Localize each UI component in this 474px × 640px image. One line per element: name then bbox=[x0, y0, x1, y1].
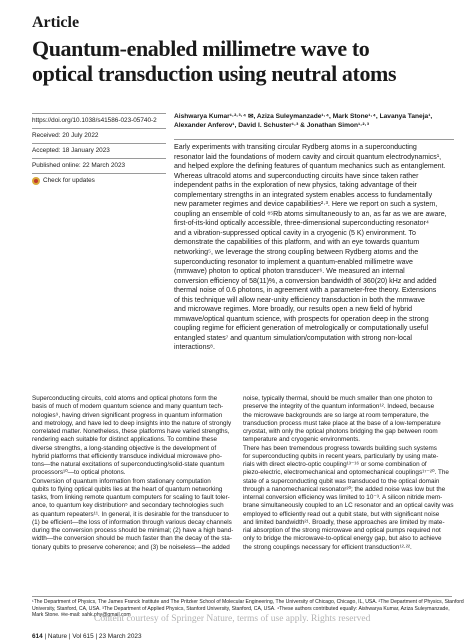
body-text-line: and limited bandwidth²¹. Broadly, these approaches are limited by mate- bbox=[243, 518, 445, 526]
abstract-line: entangled states⁷ and quantum simulation/computation with strong non-local bbox=[174, 334, 412, 342]
footer-separator: | bbox=[68, 633, 71, 640]
body-text-line: temperature and cryogenic environments. bbox=[243, 436, 361, 444]
body-text-line: basis of much of modern quantum science and many quantum tech- bbox=[32, 403, 224, 411]
body-text-line: processors¹⁰—to optical photons. bbox=[32, 469, 126, 477]
body-text-line: Conversion of quantum information from stationary computation bbox=[32, 477, 211, 485]
body-text-line: internal conversion efficiency was limited to 10⁻³. A silicon nitride mem- bbox=[243, 494, 443, 501]
abstract-line: Early experiments with transiting circular Rydberg atoms in a superconducting bbox=[174, 144, 417, 151]
journal-name: Nature bbox=[47, 633, 68, 640]
body-text-line: tons—the natural excitations of superconducting/solid-state quantum bbox=[32, 461, 225, 468]
body-text-line: noise, typically thermal, should be much smaller than one photon to bbox=[243, 395, 433, 402]
author-list bbox=[174, 113, 454, 130]
abstract-line: and a vibration-suppressed optical cavity in a cryogenic (5 K) environment. To bbox=[174, 229, 416, 237]
page-number: 614 bbox=[32, 633, 43, 640]
abstract bbox=[174, 143, 452, 353]
abstract-line: interactions⁸. bbox=[174, 344, 215, 352]
body-text-line: tionary qubits to preserve coherence; and (3) be noiseless—the added bbox=[32, 543, 230, 551]
check-for-updates-link[interactable] bbox=[32, 174, 166, 191]
body-text-line: piezo-electric, electromechanical and optomechanical couplings¹⁷⁻²⁰. The bbox=[243, 469, 449, 477]
author-line: Alexander Anferov¹, David I. Schuster¹·³ & Jonathan Simon¹·²·³ bbox=[174, 121, 370, 129]
body-text-line: rials with direct electro-optic coupling¹³⁻¹⁶ or some combination of bbox=[243, 461, 427, 468]
abstract-line: resonator laid the foundations of modern cavity and circuit quantum electrodynamics¹, bbox=[174, 153, 442, 161]
body-text-line: ance, to quantum key distribution⁵ and secondary technologies such bbox=[32, 502, 224, 510]
abstract-line: and microwave regimes. More broadly, our results open a new field of hybrid bbox=[174, 306, 413, 314]
body-text-line: There has been tremendous progress towards building such systems bbox=[243, 444, 437, 452]
footer-separator: | bbox=[44, 633, 47, 640]
body-text-line: preserve the integrity of the quantum information¹². Indeed, because bbox=[243, 403, 435, 411]
body-text-line: width—the conversion should be much faster than the decay of the sta- bbox=[32, 535, 232, 543]
abstract-line: and helped explore the defining features of quantum mechanics such as entanglement. bbox=[174, 163, 446, 171]
abstract-line: coupling an ensemble of cold ⁸⁵Rb atoms simultaneously to an, as far as we are aware, bbox=[174, 210, 447, 218]
abstract-line: mmwave/optical quantum science, with prospects for operation deep in the strong bbox=[174, 315, 429, 323]
body-text-line: Superconducting circuits, cold atoms and optical photons form the bbox=[32, 395, 218, 402]
affiliations-divider bbox=[32, 596, 452, 597]
body-text-line: state of a superconducting qubit was transduced to the optical domain bbox=[243, 477, 440, 485]
body-text-line: (1) be efficient—the loss of information through various decay channels bbox=[32, 518, 232, 526]
accepted-date: Accepted: 18 January 2023 bbox=[32, 144, 166, 159]
body-text-line: brane simultaneously coupled to an LC resonator and an optical cavity was bbox=[243, 502, 454, 510]
abstract-line: thermal noise of 0.6 photons, in agreement with a parameter-free theory. Extensions bbox=[174, 287, 437, 295]
body-text-line: transduction process must take place at the base of a low-temperature bbox=[243, 419, 441, 427]
check-for-updates-label: Check for updates bbox=[43, 177, 95, 184]
check-for-updates-icon bbox=[32, 177, 40, 185]
body-text-line: as quantum repeaters¹¹. In general, it is desirable for the transducer to bbox=[32, 510, 229, 518]
body-text-line: the strong couplings necessary for efficient transduction¹²·²². bbox=[243, 543, 412, 551]
abstract-line: complementary strengths in an integrated system enables access to fundamentally bbox=[174, 191, 433, 199]
body-text-line: nologies⁹, having driven significant progress in quantum information bbox=[32, 411, 223, 419]
affiliation-line: University, Stanford, CA, USA. ³The Department of Applied Physics, Stanford University, Stanford, CA, USA. ⁴These authors contributed equally: Aishwarya Kumar, Aziza Suleymanzade, bbox=[32, 605, 450, 612]
body-text-line: cryostat, with only the optical photons bridging the gap between room bbox=[243, 428, 438, 435]
abstract-line: superconducting resonator to implement a quantum-enabled millimetre wave bbox=[174, 258, 413, 266]
title-line: Quantum-enabled millimetre wave to bbox=[32, 36, 370, 61]
body-text-line: the microwave backgrounds are so large at room temperature, the bbox=[243, 411, 429, 419]
abstract-line: coupling regime for efficient generation of metrologically or computationally useful bbox=[174, 325, 429, 333]
abstract-line: Whereas ultracold atoms and superconducting circuits have since taken rather bbox=[174, 172, 419, 180]
body-column-left bbox=[32, 395, 243, 552]
article-title bbox=[32, 36, 452, 86]
journal-volume: Vol 615 bbox=[72, 633, 94, 640]
body-column-right bbox=[243, 395, 454, 552]
body-text-line: for superconducting qubits in recent years, particularly by using mate- bbox=[243, 452, 439, 460]
abstract-line: of this technique will allow near-unity efficiency transduction in both the mmwave bbox=[174, 296, 425, 304]
abstract-line: (mmwave) photon to optical photon transducer⁶. We measured an internal bbox=[174, 268, 405, 276]
article-metadata bbox=[32, 113, 166, 191]
body-text-line: through a nanomechanical resonator²⁰; the added noise was low but the bbox=[243, 485, 446, 493]
body-text-line: rial absorption of the strong microwave and optical pumps required not bbox=[243, 527, 441, 534]
published-date: Published online: 22 March 2023 bbox=[32, 159, 166, 174]
title-line: optical transduction using neutral atoms bbox=[32, 61, 397, 86]
abstract-divider bbox=[174, 139, 454, 140]
affiliation-line: Mark Stone. ✉e-mail: sahk.phy@gmail.com bbox=[32, 612, 131, 618]
abstract-line: new parameter regimes and device capabilities²·³. Here we report on such a system, bbox=[174, 201, 438, 209]
received-date: Received: 20 July 2022 bbox=[32, 129, 166, 144]
body-text-line: tasks, from linking remote quantum computers for scaling to fault toler- bbox=[32, 494, 230, 501]
issue-date: 23 March 2023 bbox=[98, 633, 142, 640]
body-text-line: correlated matter. Nonetheless, these platforms have varied strengths, bbox=[32, 428, 230, 435]
body-text-line: qubits to flying optical qubits lies at the heart of quantum networking bbox=[32, 485, 223, 493]
article-type-label: Article bbox=[32, 14, 80, 31]
body-text-line: employed to efficiently read out a qubit state, but with significant noise bbox=[243, 510, 440, 518]
affiliation-line: ¹The Department of Physics, The James Franck Institute and The Pritzker School of Molecular Engineering, The University of Chicago, Chicago, IL, USA. ²The Department of Physics, Stanford bbox=[32, 599, 464, 605]
abstract-line: networking⁵, we leverage the strong coupling between Rydberg atoms and the bbox=[174, 249, 419, 257]
body-text-line: during the conversion process should be minimal; (2) have a high band- bbox=[32, 527, 234, 534]
doi-link[interactable]: https://doi.org/10.1038/s41586-023-05740-2 bbox=[32, 113, 166, 129]
body-text-line: only to bridge the microwave-to-optical energy gap, but also to achieve bbox=[243, 535, 442, 543]
abstract-line: first-of-its-kind optically accessible, three-dimensional superconducting resonator⁴ bbox=[174, 220, 429, 228]
abstract-line: conversion efficiency of 58(11)%, a conversion bandwidth of 360(20) kHz and added bbox=[174, 277, 437, 285]
copyright-watermark: Content courtesy of Springer Nature, terms of use apply. Rights reserved bbox=[94, 614, 371, 624]
author-line: Aishwarya Kumar¹·²·³·⁴ ✉, Aziza Suleymanzade¹·⁴, Mark Stone¹·⁴, Lavanya Taneja¹, bbox=[174, 113, 433, 120]
page-footer bbox=[32, 633, 142, 640]
abstract-line: demonstrate the capabilities of this platform, and with an eye towards quantum bbox=[174, 239, 420, 247]
body-text-line: and metrology, and have led to deep insights into the nature of strongly bbox=[32, 419, 232, 427]
footer-separator: | bbox=[95, 633, 98, 640]
abstract-line: independent paths in the exploration of new physics, taking advantage of their bbox=[174, 182, 417, 190]
body-text-line: rendering each suitable for distinct applications. To combine these bbox=[32, 436, 218, 444]
body-text-line: hybrid platforms that efficiently transduce individual microwave pho- bbox=[32, 452, 222, 460]
body-text-line: diverse strengths, a long-standing objective is the development of bbox=[32, 444, 217, 452]
